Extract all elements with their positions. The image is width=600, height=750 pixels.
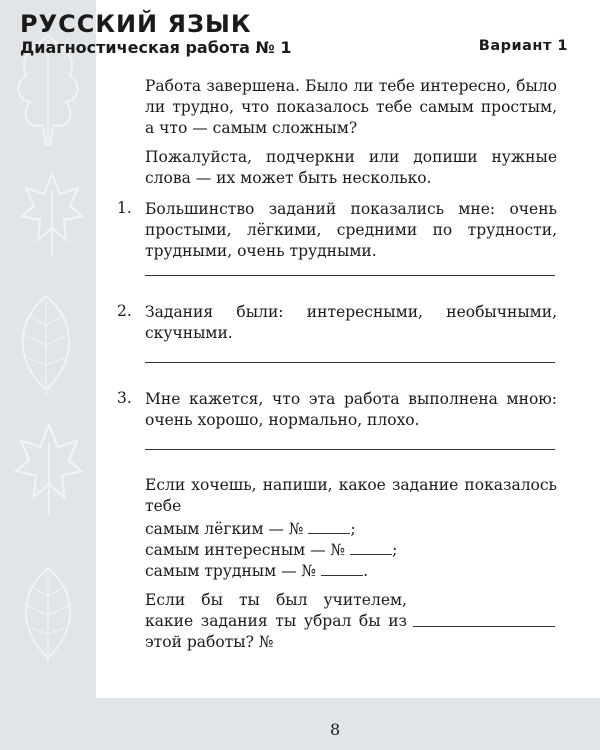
hardest-label: самым трудным — №: [145, 562, 317, 580]
maple-leaf-icon: [14, 420, 84, 520]
maple-leaf-icon: [20, 170, 84, 260]
interesting-end: ;: [392, 541, 398, 559]
question-text: Мне кажется, что эта работа выполнена мною: очень хорошо, нормально, плохо.: [145, 390, 557, 429]
easiest-blank[interactable]: [308, 519, 350, 534]
interesting-blank[interactable]: [350, 540, 392, 555]
question-1: [117, 199, 557, 262]
question-text: Задания были: интересными, необычными, скучными.: [145, 303, 557, 342]
teacher-text: Если бы ты был учителем, какие задания ты убрал бы из этой работы? №: [145, 591, 407, 651]
decorative-side-strip: [0, 0, 96, 750]
variant-label: Вариант 1: [478, 38, 568, 54]
intro-paragraph-2: Пожалуйста, подчеркни или допиши нужные слова — их может быть несколько.: [145, 148, 557, 187]
question-3: [117, 389, 557, 431]
page-subtitle: Диагностическая работа № 1: [20, 38, 292, 57]
easiest-row: [145, 519, 557, 540]
decorative-bottom-strip: [96, 698, 600, 750]
question-number: 2.: [117, 302, 132, 320]
question-2: [117, 302, 557, 344]
intro-paragraph-1: Работа завершена. Было ли тебе интересно, было ли трудно, что показалось тебе самым простым, а что — самым сложным?: [145, 77, 557, 137]
easiest-end: ;: [350, 520, 356, 538]
intro-block: [145, 76, 557, 189]
extra-intro: Если хочешь, напиши, какое задание показалось тебе: [145, 476, 557, 515]
question-number: 3.: [117, 389, 132, 407]
page-title: РУССКИЙ ЯЗЫК: [20, 10, 252, 38]
page-header: [20, 10, 580, 60]
leaf-icon: [6, 290, 86, 400]
leaf-icon: [10, 560, 86, 670]
easiest-label: самым лёгким — №: [145, 520, 304, 538]
extra-block: [145, 475, 557, 582]
page-number: 8: [330, 720, 341, 739]
interesting-label: самым интересным — №: [145, 541, 346, 559]
hardest-row: [145, 561, 557, 582]
interesting-row: [145, 540, 557, 561]
hardest-blank[interactable]: [321, 561, 363, 576]
hardest-end: .: [363, 562, 369, 580]
question-text: Большинство заданий показались мне: очень простыми, лёгкими, средними по трудности, трудными, очень трудными.: [145, 200, 557, 260]
question-number: 1.: [117, 199, 132, 217]
teacher-question: [145, 590, 557, 653]
teacher-answer-line[interactable]: [413, 626, 555, 627]
